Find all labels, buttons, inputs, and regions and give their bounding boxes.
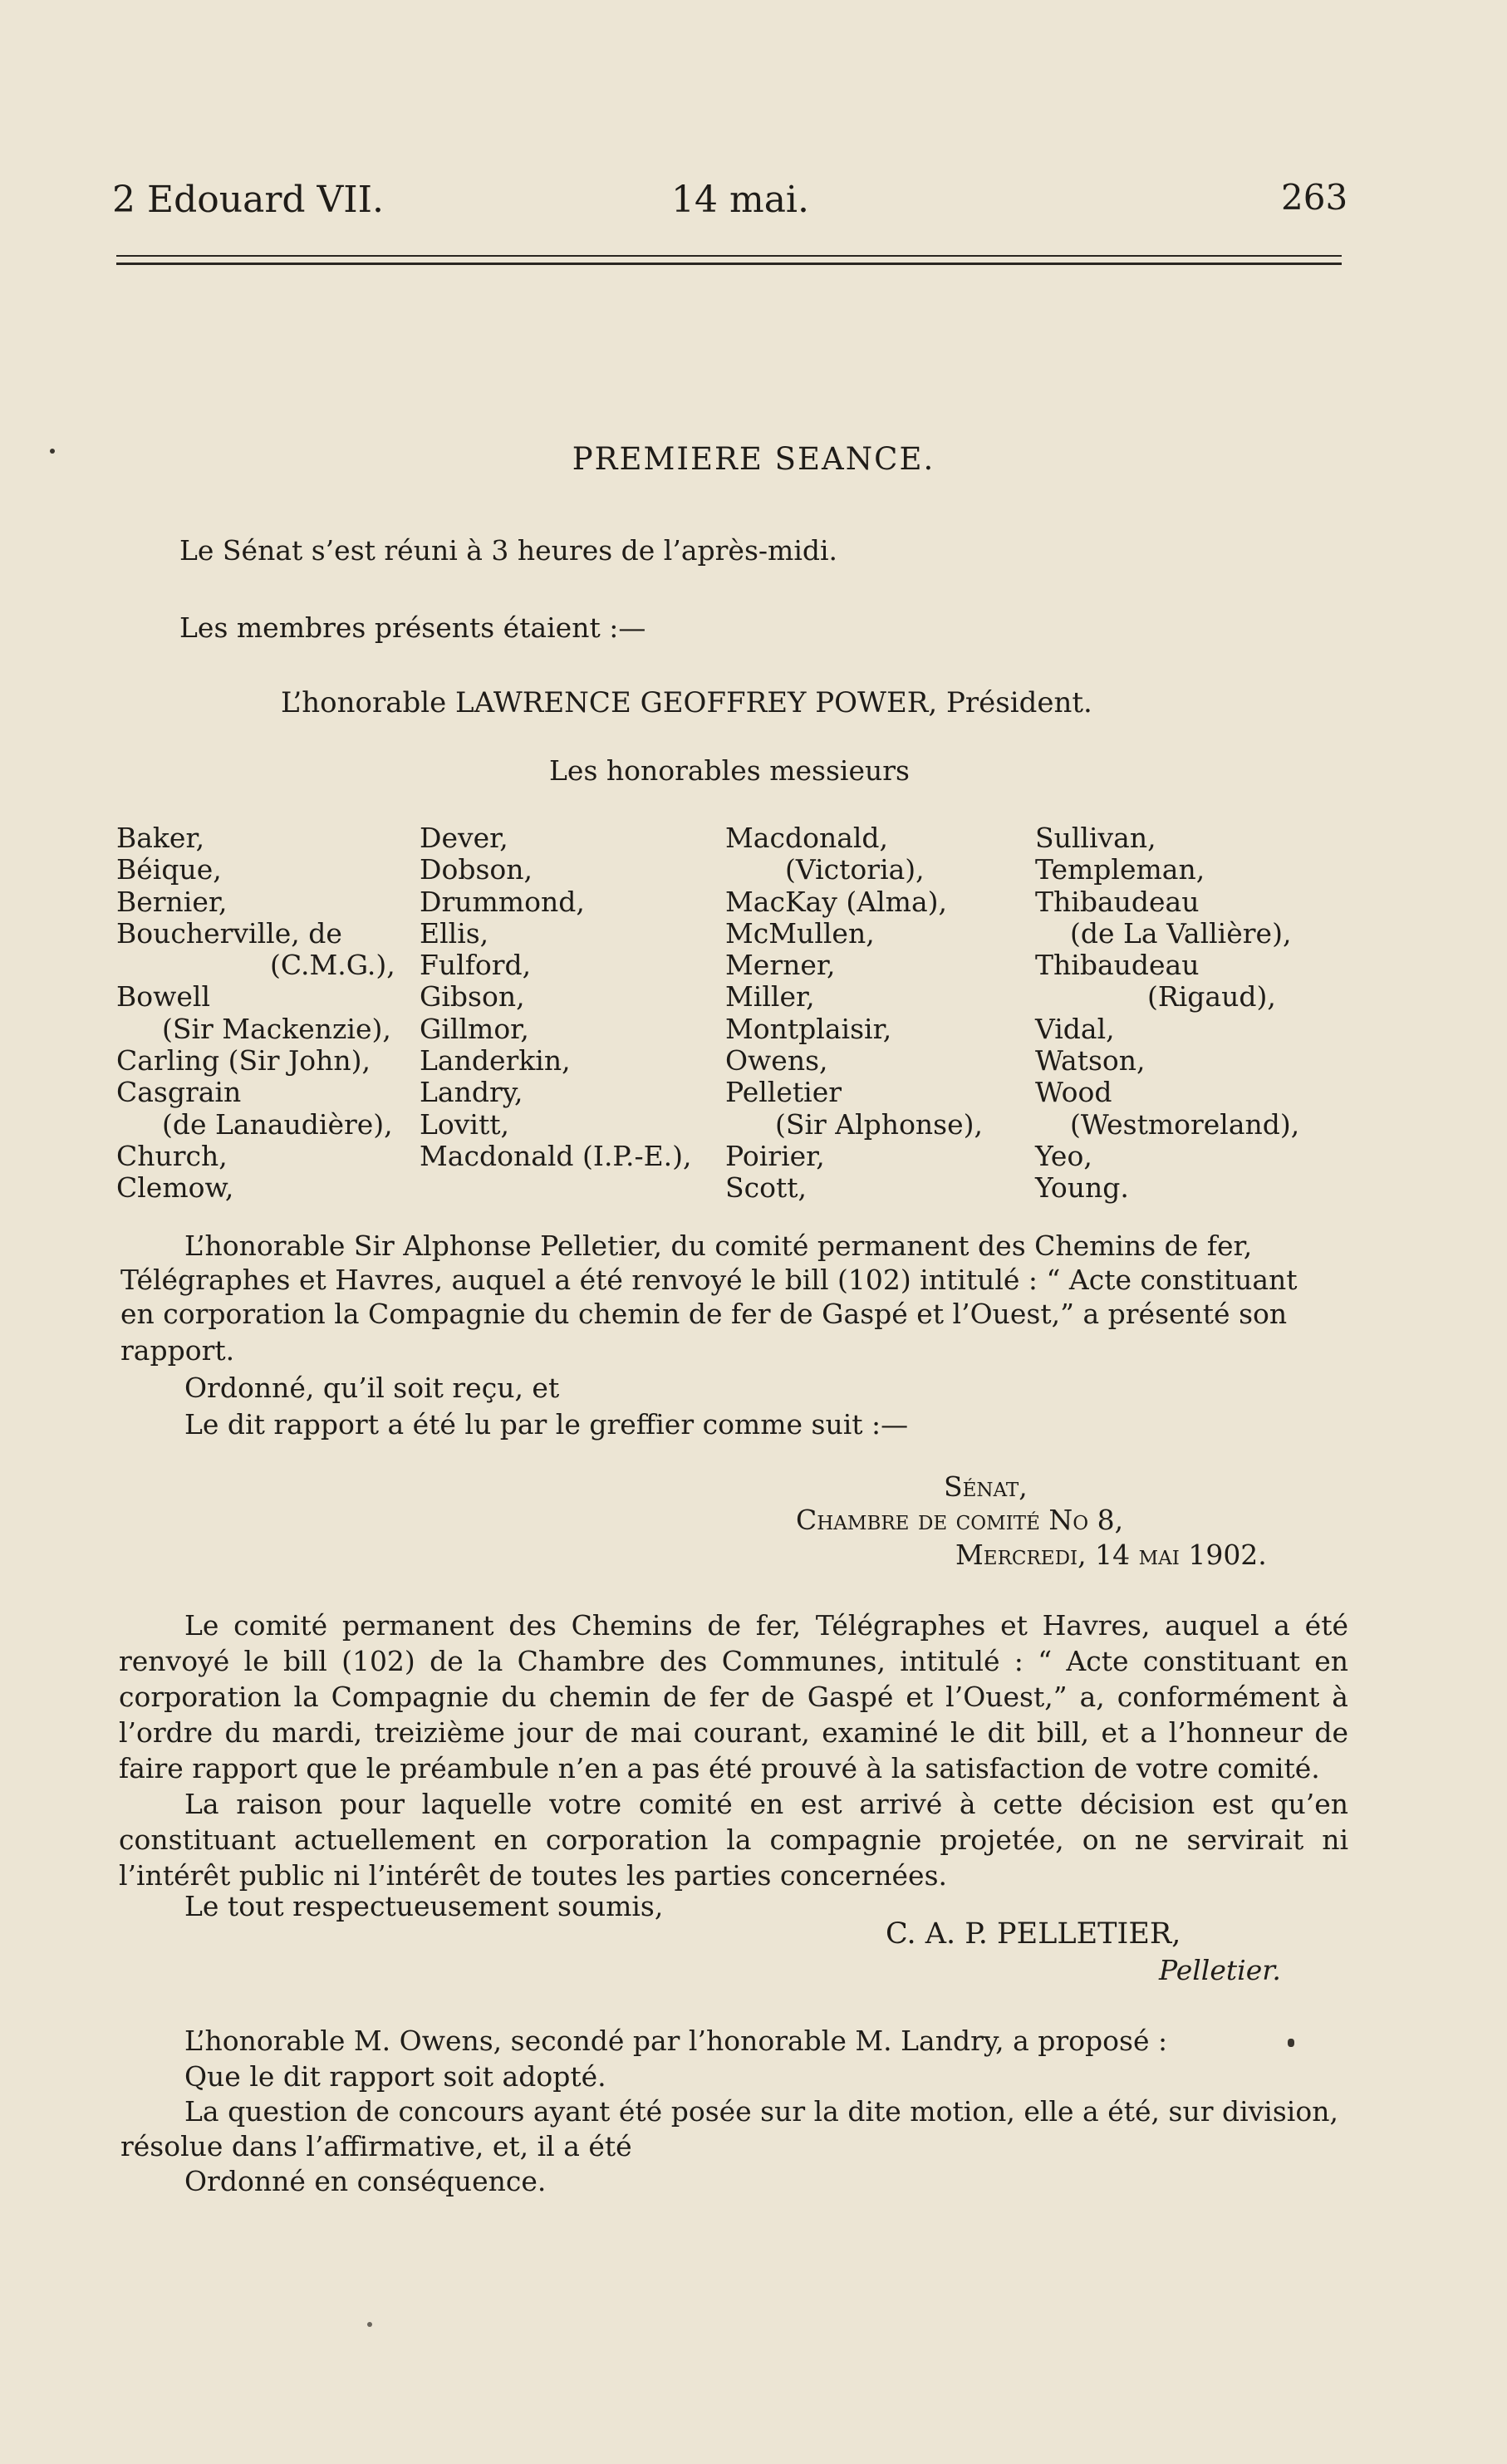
opening-line-1: Le Sénat s’est réuni à 3 heures de l’après-midi. [179, 534, 838, 567]
senator-name: Drummond, [420, 885, 585, 918]
senator-name: (Sir Alphonse), [775, 1107, 984, 1141]
senator-name: Dobson, [420, 853, 533, 886]
senator-name: (de La Vallière), [1070, 916, 1292, 950]
opening-line-2: Les membres présents étaient :— [179, 611, 646, 644]
senator-name: Young. [1035, 1171, 1129, 1205]
closing-line-2: Que le dit rapport soit adopté. [184, 2060, 606, 2093]
senator-name: Sullivan, [1035, 822, 1156, 854]
page-number: 263 [1281, 177, 1348, 218]
running-header-date: 14 mai. [671, 179, 809, 221]
senator-name: Merner, [725, 949, 836, 982]
print-speck [367, 2322, 372, 2327]
signature-role: Pelletier. [1159, 1954, 1281, 1986]
header-rule-thin [116, 255, 1342, 257]
report-intro-line-1: L’honorable Sir Alphonse Pelletier, du comité permanent des Chemins de fer, [184, 1230, 1253, 1262]
senator-name: Landry, [420, 1076, 523, 1109]
closing-line-4: résolue dans l’affirmative, et, il a été [120, 2130, 632, 2162]
senator-name: Montplaisir, [725, 1012, 892, 1045]
senator-name: (Sir Mackenzie), [162, 1012, 391, 1045]
senator-name: Wood [1035, 1076, 1112, 1109]
report-intro-line-3: en corporation la Compagnie du chemin de fer de Gaspé et l’Ouest,” a présenté son [120, 1298, 1288, 1330]
senator-name: MacKay (Alma), [725, 885, 947, 918]
report-header-chambre: Chambre de comité No 8, [796, 1504, 1124, 1536]
senator-name: Casgrain [116, 1076, 242, 1109]
print-speck [1288, 2039, 1294, 2047]
running-header-reign: 2 Edouard VII. [112, 179, 385, 221]
senator-name: Macdonald, [725, 822, 889, 854]
report-intro-line-6: Le dit rapport a été lu par le greffier comme suit :— [184, 1408, 909, 1441]
senators-column-1 [116, 822, 395, 1205]
senators-column-4 [1035, 822, 1299, 1205]
senator-name: Bowell [116, 980, 211, 1014]
signature-name: C. A. P. PELLETIER, [886, 1917, 1181, 1951]
senator-name: Church, [116, 1139, 228, 1172]
senator-name: Landerkin, [420, 1044, 571, 1077]
report-header-senat: Sénat, [944, 1470, 1028, 1503]
senator-name: Scott, [725, 1171, 807, 1205]
senator-name: Boucherville, de [116, 916, 342, 950]
senator-name: Dever, [420, 822, 508, 854]
senator-name: Miller, [725, 980, 815, 1014]
senator-name: Watson, [1035, 1044, 1146, 1077]
senators-column-3 [725, 822, 983, 1205]
senator-name: Baker, [116, 822, 205, 854]
senator-name: Béique, [116, 853, 222, 886]
senator-name: (de Lanaudière), [162, 1107, 393, 1141]
senator-name: (Westmoreland), [1070, 1107, 1300, 1141]
senator-name: Poirier, [725, 1139, 825, 1172]
senator-name: Vidal, [1035, 1012, 1115, 1045]
senators-column-2 [420, 822, 692, 1172]
senator-name: Macdonald (I.P.-E.), [420, 1139, 692, 1172]
senator-name: Fulford, [420, 949, 532, 982]
print-speck [50, 449, 55, 454]
senator-name: Owens, [725, 1044, 828, 1077]
report-paragraph-2: La raison pour laquelle votre comité en est arrivé à cette décision est qu’en constituant actuellement en corporation la compagnie projetée, on ne servirait ni l’intérêt public ni l’intérêt de toutes les parties concernées. [119, 1788, 1348, 1892]
senator-name: Gillmor, [420, 1012, 529, 1045]
senator-name: Yeo, [1035, 1139, 1092, 1172]
closing-line-3: La question de concours ayant été posée sur la dite motion, elle a été, sur division, [184, 2095, 1338, 2128]
senator-name: Thibaudeau [1035, 949, 1200, 982]
report-intro-line-2: Télégraphes et Havres, auquel a été renvoyé le bill (102) intitulé : “ Acte constituant [120, 1264, 1298, 1296]
senator-name: Ellis, [420, 916, 489, 950]
senator-name: Templeman, [1035, 853, 1205, 886]
report-header-date: Mercredi, 14 mai 1902. [955, 1539, 1267, 1571]
report-paragraph-1: Le comité permanent des Chemins de fer, Télégraphes et Havres, auquel a été renvoyé le bill (102) de la Chambre des Communes, intitulé : “ Acte constituant en corporation la Compagnie du chemin de fer de Gaspé et l’Ouest,” a, conformément à l’ordre du mardi, treizième jour de mai courant, examiné le dit bill, et a l’honneur de faire rapport que le préambule n’en a pas été prouvé à la satisfaction de votre comité. [119, 1609, 1348, 1784]
senator-name: Bernier, [116, 885, 228, 918]
senator-name: Thibaudeau [1035, 885, 1200, 918]
senators-heading: Les honorables messieurs [549, 754, 910, 787]
senator-name: Clemow, [116, 1171, 234, 1205]
section-title: PREMIERE SEANCE. [572, 441, 935, 477]
report-closing-phrase: Le tout respectueusement soumis, [184, 1890, 664, 1922]
senator-name: Lovitt, [420, 1107, 509, 1141]
senator-name: McMullen, [725, 916, 875, 950]
closing-line-1: L’honorable M. Owens, secondé par l’honorable M. Landry, a proposé : [184, 2025, 1168, 2057]
report-intro-line-5: Ordonné, qu’il soit reçu, et [184, 1372, 560, 1404]
senator-name: (C.M.G.), [270, 949, 395, 982]
senator-name: Gibson, [420, 980, 525, 1014]
report-intro-line-4: rapport. [120, 1334, 235, 1367]
president-line: L’honorable LAWRENCE GEOFFREY POWER, Président. [281, 686, 1092, 719]
senator-name: Carling (Sir John), [116, 1044, 371, 1077]
senator-name: Pelletier [725, 1076, 842, 1109]
closing-line-5: Ordonné en conséquence. [184, 2165, 547, 2197]
senator-name: (Rigaud), [1147, 980, 1276, 1014]
senator-name: (Victoria), [785, 853, 925, 886]
header-rule-thick [116, 263, 1342, 265]
